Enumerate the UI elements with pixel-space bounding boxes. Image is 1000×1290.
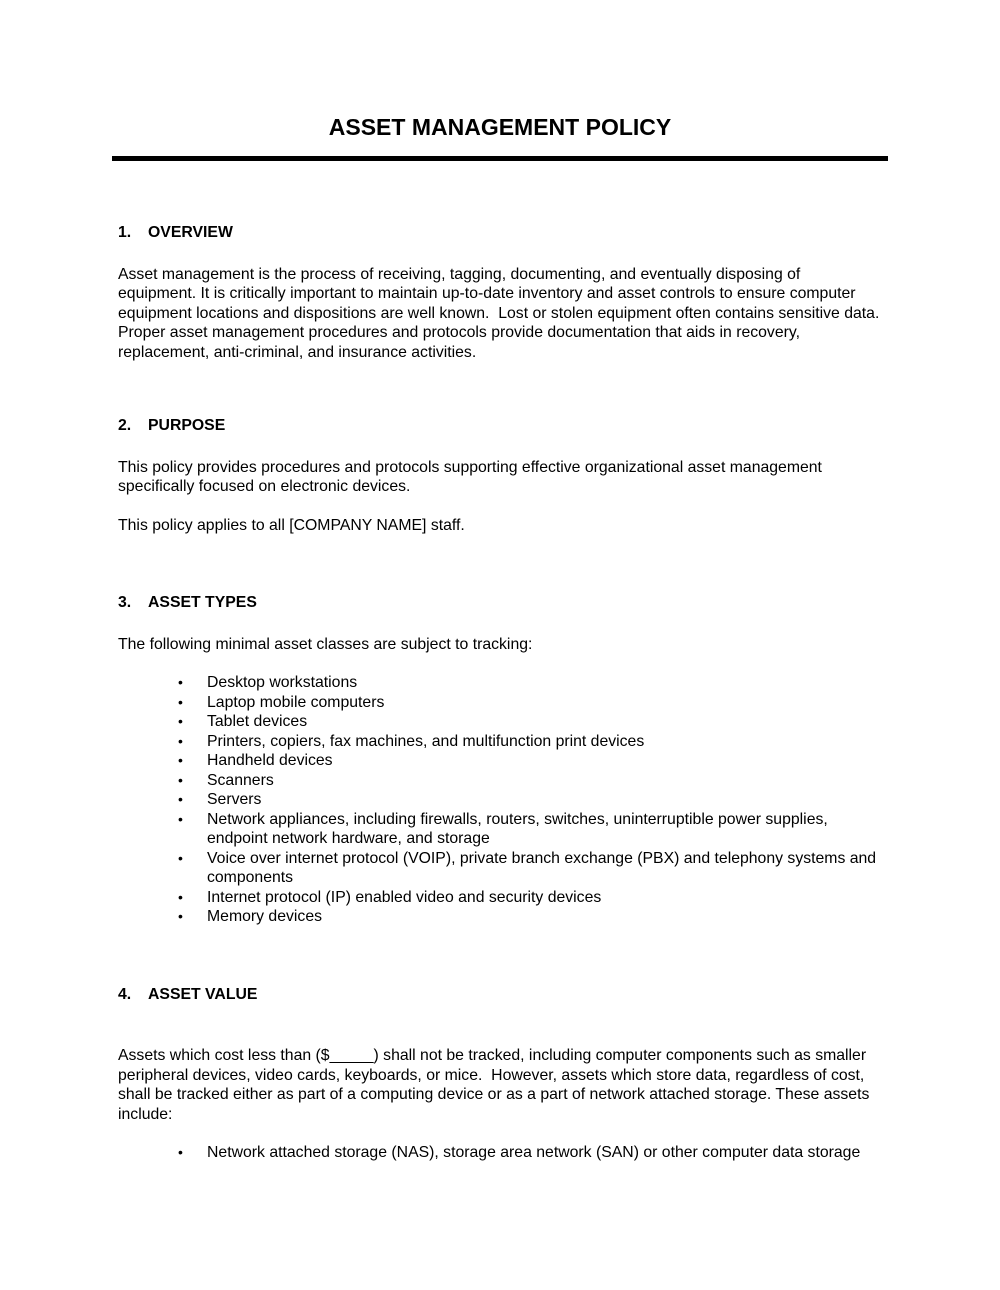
- list-item: [118, 693, 882, 713]
- section-asset-value: [118, 985, 882, 1163]
- section-heading: [118, 416, 882, 436]
- list-item-text: Network appliances, including firewalls, routers, switches, uninterruptible power supplies, endpoint network hardware, and storage: [207, 810, 833, 847]
- section-number: 2.: [118, 417, 132, 434]
- list-item-text: Printers, copiers, fax machines, and multifunction print devices: [207, 732, 645, 750]
- asset-value-list: [118, 1143, 882, 1163]
- bullet-marker-icon: •: [178, 732, 183, 749]
- bullet-marker-icon: •: [178, 693, 183, 710]
- list-item: [118, 712, 882, 732]
- paragraph: The following minimal asset classes are subject to tracking:: [118, 635, 533, 653]
- list-item: [118, 888, 882, 908]
- paragraph: This policy applies to all [COMPANY NAME] staff.: [118, 516, 465, 534]
- section-heading: [118, 223, 882, 243]
- paragraph: This policy provides procedures and protocols supporting effective organizational asset management specifically focused on electronic devices.: [118, 458, 827, 495]
- document-title: ASSET MANAGEMENT POLICY: [328, 114, 672, 140]
- document-body: [0, 112, 1000, 1163]
- bullet-marker-icon: •: [178, 908, 183, 924]
- list-item-text: Tablet devices: [207, 713, 308, 730]
- section-heading: [118, 985, 882, 1005]
- list-item: [118, 907, 882, 927]
- list-item: [118, 732, 882, 752]
- list-item-text: Desktop workstations: [207, 674, 358, 691]
- section-heading-label: ASSET TYPES: [148, 594, 257, 611]
- list-item: [118, 771, 882, 791]
- list-item: [118, 790, 882, 810]
- list-item-text: Voice over internet protocol (VOIP), private branch exchange (PBX) and telephony systems and components: [207, 849, 881, 886]
- section-heading-label: ASSET VALUE: [148, 985, 258, 1003]
- list-item-text: Memory devices: [207, 908, 322, 925]
- bullet-marker-icon: •: [178, 674, 183, 690]
- bullet-marker-icon: •: [178, 752, 183, 768]
- list-item: [118, 1143, 882, 1163]
- section-asset-types: [118, 593, 882, 927]
- section-number: 4.: [118, 985, 132, 1003]
- asset-types-list: [118, 673, 882, 927]
- section-number: 3.: [118, 594, 132, 611]
- bullet-marker-icon: •: [178, 849, 183, 866]
- section-overview: [118, 223, 882, 362]
- paragraph: Asset management is the process of receiving, tagging, documenting, and eventually disposing of equipment. It is critically important to maintain up-to-date inventory and asset controls to ensure computer equipment locations and dispositions are well known. Lost or stolen equipment often contains sensitive data. Proper asset management procedures and protocols provide documentation that aids in recovery, replacement, anti-criminal, and insurance activities.: [118, 265, 884, 361]
- paragraph: Assets which cost less than ($_____) shall not be tracked, including computer components such as smaller peripheral devices, video cards, keyboards, or mice. However, assets which store data, regardless of cost, shall be tracked either as part of a computing device or as a part of network attached storage. These assets include:: [118, 1047, 874, 1123]
- section-heading-label: PURPOSE: [148, 417, 226, 434]
- section-number: 1.: [118, 224, 132, 241]
- list-item: [118, 810, 882, 849]
- bullet-marker-icon: •: [178, 1144, 183, 1160]
- list-item-text: Handheld devices: [207, 752, 333, 769]
- list-item-text: Laptop mobile computers: [207, 693, 385, 711]
- list-item: [118, 673, 882, 693]
- list-item-text: Internet protocol (IP) enabled video and security devices: [207, 888, 602, 906]
- list-item-text: Network attached storage (NAS), storage area network (SAN) or other computer data storage: [207, 1144, 861, 1161]
- list-item-text: Servers: [207, 791, 262, 808]
- bullet-marker-icon: •: [178, 791, 183, 807]
- title-rule: [112, 156, 888, 161]
- list-item-text: Scanners: [207, 771, 274, 789]
- bullet-marker-icon: •: [178, 713, 183, 729]
- section-heading-label: OVERVIEW: [148, 224, 233, 241]
- section-purpose: [118, 416, 882, 535]
- bullet-marker-icon: •: [178, 771, 183, 788]
- bullet-marker-icon: •: [178, 888, 183, 905]
- list-item: [118, 849, 882, 888]
- bullet-marker-icon: •: [178, 810, 183, 827]
- list-item: [118, 751, 882, 771]
- section-heading: [118, 593, 882, 613]
